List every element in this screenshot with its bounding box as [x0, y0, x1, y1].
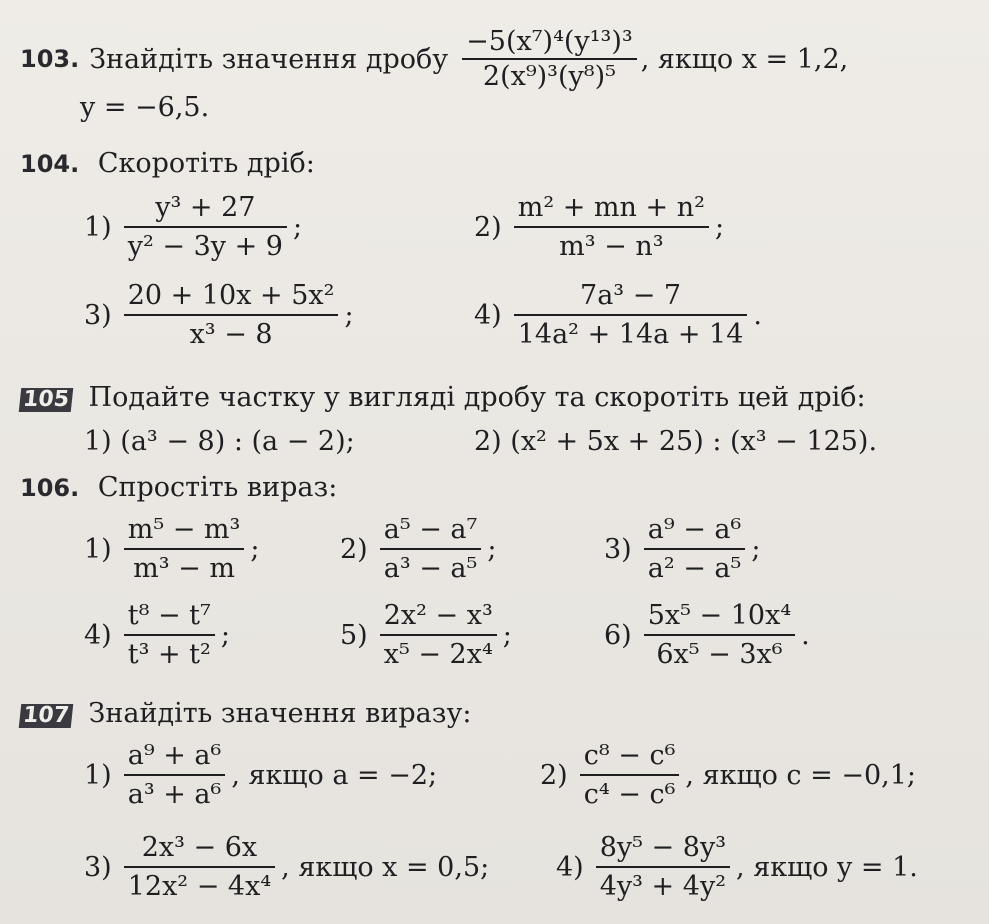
item-label: 1) — [84, 533, 112, 565]
fraction — [596, 832, 730, 902]
denominator: a³ − a⁵ — [383, 553, 478, 584]
exercise-prompt: Знайдіть значення виразу: — [88, 698, 472, 729]
item-suffix: ; — [751, 533, 761, 565]
ex106-item-1 — [84, 514, 259, 584]
denominator: t³ + t² — [127, 639, 211, 670]
denominator: y² − 3y + 9 — [127, 231, 283, 262]
exercise-103 — [20, 28, 848, 90]
denominator: 12x² − 4x⁴ — [127, 871, 272, 902]
fraction — [580, 740, 680, 810]
exercise-prompt: Спростіть вираз: — [97, 472, 338, 503]
ex106-item-3 — [604, 514, 760, 584]
exercise-107 — [20, 700, 471, 728]
exercise-number: 104. — [20, 150, 80, 178]
denominator: 14a² + 14a + 14 — [517, 319, 744, 350]
numerator: 2x³ − 6x — [124, 832, 275, 868]
fraction — [462, 28, 637, 90]
fraction — [644, 514, 746, 584]
item-label: 5) — [340, 619, 368, 651]
ex104-item-1 — [84, 192, 302, 262]
fraction — [514, 280, 748, 350]
ex106-item-5 — [340, 600, 512, 670]
ex104-item-2 — [474, 192, 724, 262]
ex104-item-4 — [474, 280, 762, 350]
item-suffix: . — [753, 299, 762, 331]
exercise-105 — [20, 384, 866, 412]
numerator: 5x⁵ − 10x⁴ — [644, 600, 795, 636]
item-label: 3) — [84, 299, 112, 331]
item-label: 2) — [474, 211, 502, 243]
fraction — [124, 514, 245, 584]
ex107-item-2 — [540, 740, 916, 810]
item-suffix: ; — [220, 619, 230, 651]
numerator: m² + mn + n² — [514, 192, 709, 228]
exercise-number: 103. — [20, 45, 80, 73]
item-label: 3) — [84, 851, 112, 883]
numerator: t⁸ − t⁷ — [124, 600, 215, 636]
numerator: c⁸ − c⁶ — [580, 740, 680, 776]
ex107-item-4 — [556, 832, 918, 902]
exercise-number-badge: 107 — [19, 704, 73, 728]
fraction — [380, 514, 482, 584]
item-suffix: , якщо y = 1. — [736, 851, 918, 883]
numerator: −5(x⁷)⁴(y¹³)³ — [462, 28, 637, 60]
item-suffix: , якщо a = −2; — [231, 759, 438, 791]
denominator: x⁵ − 2x⁴ — [383, 639, 493, 670]
ex106-item-4 — [84, 600, 230, 670]
denominator: c⁴ − c⁶ — [583, 779, 676, 810]
exercise-prompt: Знайдіть значення дробу — [89, 43, 449, 75]
exercise-number: 106. — [20, 474, 80, 502]
ex104-item-3 — [84, 280, 354, 350]
exercise-prompt: Подайте частку у вигляді дробу та скоротіть цей дріб: — [88, 382, 866, 413]
numerator: 2x² − x³ — [380, 600, 497, 636]
denominator: 4y³ + 4y² — [599, 871, 727, 902]
fraction — [644, 600, 795, 670]
numerator: a⁵ − a⁷ — [380, 514, 482, 550]
item-suffix: ; — [344, 299, 354, 331]
ex107-item-1 — [84, 740, 437, 810]
item-suffix: ; — [714, 211, 725, 243]
item-suffix: ; — [292, 211, 303, 243]
fraction — [514, 192, 709, 262]
denominator: 2(x⁹)³(y⁸)⁵ — [482, 61, 616, 92]
item-label: 4) — [556, 851, 584, 883]
item-label: 2) — [540, 759, 568, 791]
item-suffix: ; — [250, 533, 260, 565]
fraction — [124, 600, 215, 670]
item-label: 6) — [604, 619, 632, 651]
numerator: y³ + 27 — [124, 192, 287, 228]
denominator: m³ − m — [133, 553, 235, 584]
ex105-item-1: 1) (a³ − 8) : (a − 2); — [84, 426, 355, 457]
numerator: a⁹ − a⁶ — [644, 514, 746, 550]
item-label: 1) — [84, 211, 112, 243]
ex106-item-6 — [604, 600, 810, 670]
item-label: 1) — [84, 759, 112, 791]
item-suffix: . — [801, 619, 810, 651]
exercise-number-badge: 105 — [19, 388, 73, 412]
item-suffix: , якщо x = 0,5; — [281, 851, 490, 883]
fraction — [380, 600, 497, 670]
condition-text: , якщо x = 1,2, — [640, 43, 849, 75]
fraction — [124, 192, 287, 262]
item-label: 4) — [84, 619, 112, 651]
exercise-prompt: Скоротіть дріб: — [97, 148, 315, 179]
denominator: a² − a⁵ — [647, 553, 742, 584]
denominator: m³ − n³ — [559, 231, 664, 262]
exercise-106 — [20, 474, 337, 501]
fraction — [124, 740, 226, 810]
item-suffix: ; — [502, 619, 512, 651]
numerator: m⁵ − m³ — [124, 514, 245, 550]
numerator: 20 + 10x + 5x² — [124, 280, 339, 316]
item-label: 2) — [340, 533, 368, 565]
item-label: 4) — [474, 299, 502, 331]
exercise-104 — [20, 150, 315, 177]
fraction — [124, 280, 339, 350]
denominator: x³ − 8 — [189, 319, 273, 350]
denominator: a³ + a⁶ — [127, 779, 222, 810]
item-label: 3) — [604, 533, 632, 565]
denominator: 6x⁵ − 3x⁶ — [656, 639, 783, 670]
item-suffix: , якщо c = −0,1; — [685, 759, 916, 791]
numerator: 8y⁵ − 8y³ — [596, 832, 730, 868]
numerator: 7a³ − 7 — [514, 280, 748, 316]
item-suffix: ; — [487, 533, 497, 565]
ex107-item-3 — [84, 832, 489, 902]
ex106-item-2 — [340, 514, 496, 584]
numerator: a⁹ + a⁶ — [124, 740, 226, 776]
fraction — [124, 832, 275, 902]
exercise-103-line2: y = −6,5. — [80, 92, 210, 123]
ex105-item-2: 2) (x² + 5x + 25) : (x³ − 125). — [474, 426, 878, 457]
